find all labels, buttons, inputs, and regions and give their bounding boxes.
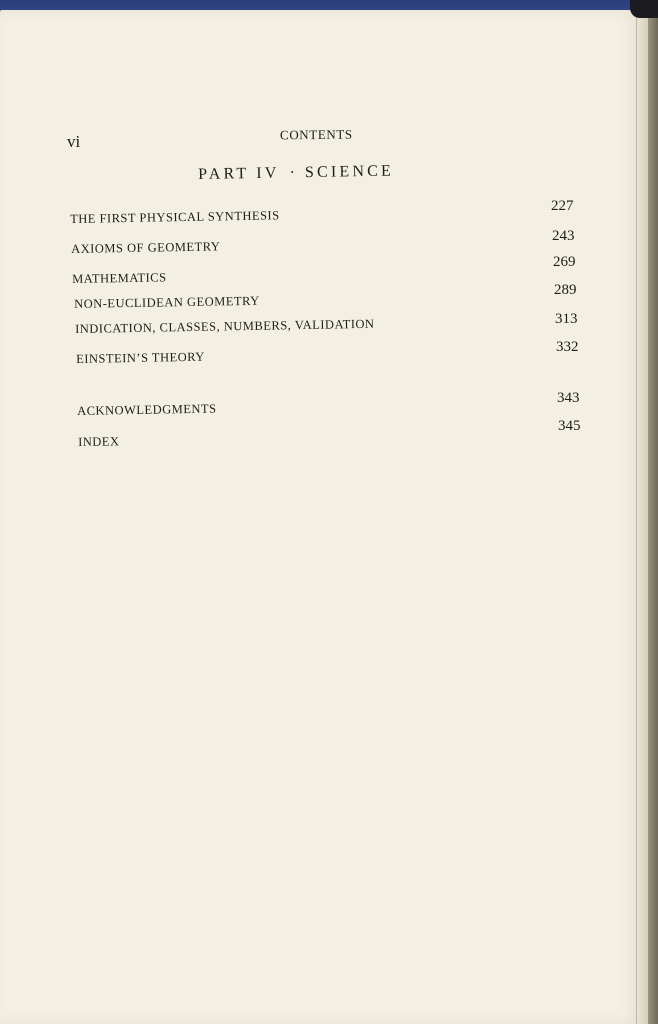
part-heading xyxy=(198,163,394,184)
back-matter-page: 343 xyxy=(557,390,580,406)
toc-entry-page: 332 xyxy=(556,339,579,355)
toc-entry-title: NON-EUCLIDEAN GEOMETRY xyxy=(74,293,260,311)
part-number: PART IV xyxy=(198,164,280,183)
back-matter-page: 345 xyxy=(558,418,581,434)
part-name: SCIENCE xyxy=(304,162,395,182)
back-matter-title: ACKNOWLEDGMENTS xyxy=(77,401,217,418)
running-head: CONTENTS xyxy=(279,126,353,143)
toc-entry-page: 313 xyxy=(555,311,578,327)
toc-entry-title: INDICATION, CLASSES, NUMBERS, VALIDATION xyxy=(75,316,375,336)
toc-entry-page: 243 xyxy=(552,228,575,244)
toc-entry-page: 289 xyxy=(554,282,577,298)
scan-corner xyxy=(630,0,658,18)
toc-entry-page: 269 xyxy=(553,254,576,270)
toc-entry-title: THE FIRST PHYSICAL SYNTHESIS xyxy=(70,208,280,226)
page-edge-shadow xyxy=(648,0,658,1024)
book-page xyxy=(0,10,640,1024)
toc-entry-title: MATHEMATICS xyxy=(72,270,167,286)
folio: vi xyxy=(67,132,81,151)
toc-entry-page: 227 xyxy=(551,198,574,214)
part-separator: · xyxy=(289,164,296,182)
toc-entry-title: AXIOMS OF GEOMETRY xyxy=(71,239,221,256)
back-matter-title: INDEX xyxy=(78,434,120,449)
toc-entry-title: EINSTEIN’S THEORY xyxy=(76,349,205,366)
